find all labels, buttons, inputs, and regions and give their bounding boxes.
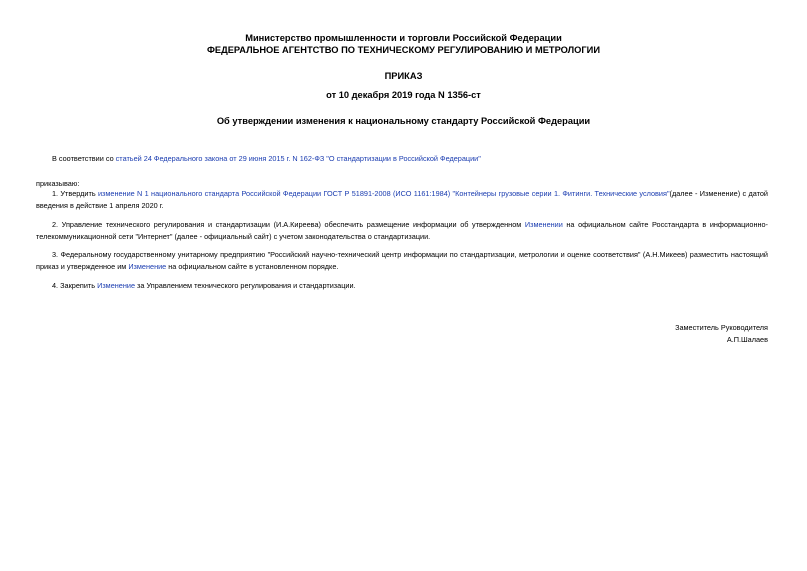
item-4 <box>36 280 768 292</box>
item-3 <box>36 249 768 273</box>
signature-name: А.П.Шалаев <box>726 335 768 344</box>
item-2-suffix: на официальном сайте Росстандарта в информационно-телекоммуникационной сети "Интернет" (далее - официальный сайт) с учетом законодательства о стандартизации. <box>36 220 768 241</box>
item-1-prefix: 1. Утвердить <box>52 189 98 198</box>
item-1 <box>36 188 768 212</box>
ministry-title: Министерство промышленности и торговли Российской Федерации <box>245 33 562 43</box>
preamble <box>36 153 768 165</box>
signature-position: Заместитель Руководителя <box>675 323 768 332</box>
preamble-text: В соответствии со <box>52 154 116 163</box>
doc-subject: Об утверждении изменения к национальному стандарту Российской Федерации <box>216 116 591 126</box>
standard-link[interactable]: изменение N 1 национального стандарта Российской Федерации ГОСТ Р 51891-2008 (ИСО 1161:1984) "Контейнеры грузовые серии 1. Фитинги. Технические условия" <box>97 189 670 198</box>
item-3-suffix: на официальном сайте в установленном порядке. <box>166 262 339 271</box>
law-link[interactable]: статьей 24 Федерального закона от 29 июня 2015 г. N 162-ФЗ "О стандартизации в Российской Федерации" <box>115 154 481 163</box>
change-link-4[interactable]: Изменение <box>97 281 136 290</box>
item-2 <box>36 219 768 243</box>
item-3-prefix: 3. Федеральному государственному унитарному предприятию "Российский научно-технический центр информации по стандартизации, метрологии и оценке соответствия" (А.Н.Микеев) разместить настоящий приказ и утвержденное им <box>36 250 768 271</box>
item-1-suffix: (далее - Изменение) с датой введения в действие 1 апреля 2020 г. <box>36 189 768 210</box>
change-link-3[interactable]: Изменение <box>128 262 167 271</box>
doc-date: от 10 декабря 2019 года N 1356-ст <box>326 90 481 100</box>
item-2-prefix: 2. Управление технического регулирования и стандартизации (И.А.Киреева) обеспечить размещение информации об утвержденном <box>52 220 525 229</box>
doc-type: ПРИКАЗ <box>384 71 423 81</box>
order-word: приказываю: <box>36 179 80 188</box>
agency-title: ФЕДЕРАЛЬНОЕ АГЕНТСТВО ПО ТЕХНИЧЕСКОМУ РЕГУЛИРОВАНИЮ И МЕТРОЛОГИИ <box>206 45 601 55</box>
item-4-prefix: 4. Закрепить <box>52 281 98 290</box>
change-link-2[interactable]: Изменении <box>524 220 563 229</box>
item-4-suffix: за Управлением технического регулирования и стандартизации. <box>135 281 356 290</box>
